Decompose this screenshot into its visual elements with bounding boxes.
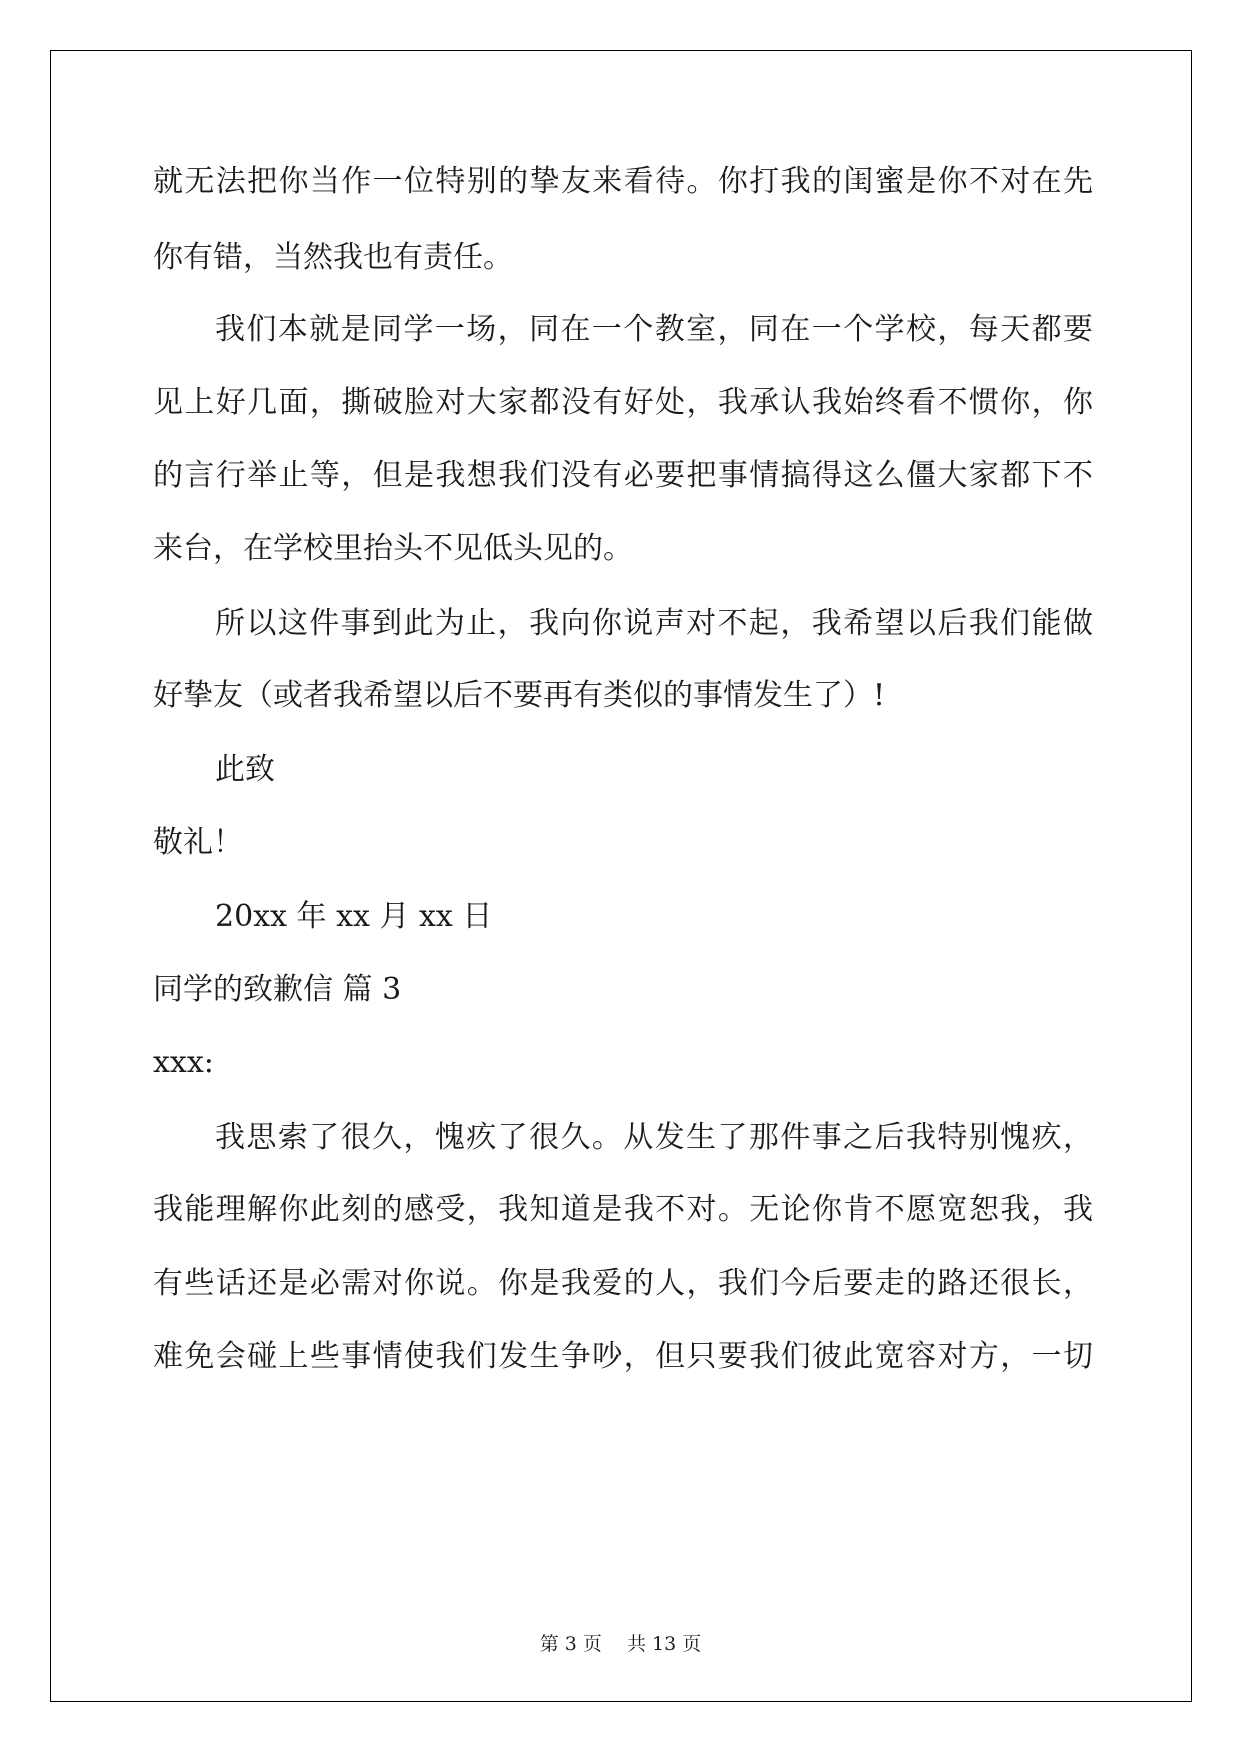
text-line: 来台，在学校里抬头不见低头见的。: [153, 531, 633, 566]
letter-date: 20xx 年 xx 月 xx 日: [215, 899, 493, 934]
text-line: 有些话还是必需对你说。你是我爱的人，我们今后要走的路还很长，: [153, 1266, 1093, 1301]
text-line: 我能理解你此刻的感受，我知道是我不对。无论你肯不愿宽恕我，我: [153, 1192, 1093, 1227]
page-border: [50, 50, 1192, 1702]
closing-regards: 敬礼！: [153, 825, 243, 860]
section-title: 同学的致歉信 篇 3: [153, 972, 402, 1007]
paragraph-start-line: 所以这件事到此为止，我向你说声对不起，我希望以后我们能做: [215, 606, 1093, 641]
letter-greeting: xxx:: [153, 1045, 214, 1080]
text-line: 见上好几面，撕破脸对大家都没有好处，我承认我始终看不惯你，你: [153, 385, 1093, 420]
closing-salutation: 此致: [215, 752, 275, 787]
text-line: 好挚友（或者我希望以后不要再有类似的事情发生了）!: [153, 678, 886, 713]
text-line: 的言行举止等，但是我想我们没有必要把事情搞得这么僵大家都下不: [153, 458, 1093, 493]
text-line: 就无法把你当作一位特别的挚友来看待。你打我的闺蜜是你不对在先: [153, 164, 1093, 199]
page-number-footer: 第 3 页 共 13 页: [539, 1633, 702, 1655]
text-line: 难免会碰上些事情使我们发生争吵，但只要我们彼此宽容对方，一切: [153, 1339, 1093, 1374]
text-line: 你有错，当然我也有责任。: [153, 240, 513, 275]
paragraph-start-line: 我思索了很久，愧疚了很久。从发生了那件事之后我特别愧疚，: [215, 1120, 1093, 1155]
paragraph-start-line: 我们本就是同学一场，同在一个教室，同在一个学校，每天都要: [215, 312, 1093, 347]
